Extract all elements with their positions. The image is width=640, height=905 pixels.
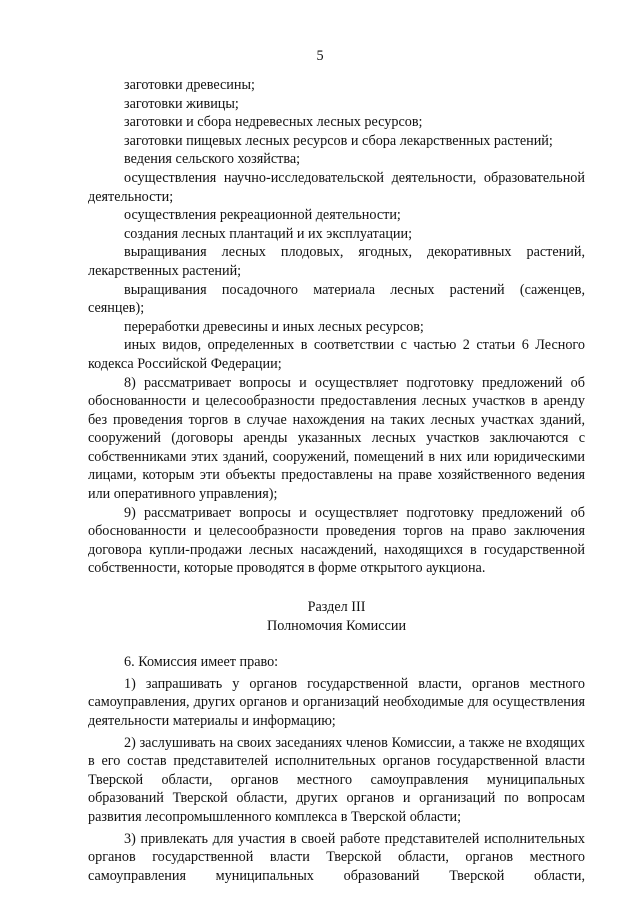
page-number: 5 — [316, 48, 324, 64]
clause-6: 6. Комиссия имеет право: — [124, 654, 279, 671]
list-item: заготовки пищевых лесных ресурсов и сбора лекарственных растений; — [124, 132, 553, 149]
list-item: заготовки живицы; — [124, 95, 239, 112]
document-body — [88, 76, 585, 885]
section-heading — [88, 598, 585, 635]
list-item: заготовки древесины; — [124, 77, 255, 93]
list-item: выращивания посадочного материала лесных растений (саженцев, сеянцев); — [88, 281, 585, 317]
right-item-1: 1) запрашивать у органов государственной власти, органов местного самоуправления, других органов и организаций необходимые для осуществления деятельности материалы и информацию; — [88, 675, 585, 729]
section-title: Полномочия Комиссии — [266, 617, 407, 634]
list-item: выращивания лесных плодовых, ягодных, декоративных растений, лекарственных растений; — [88, 244, 585, 279]
list-item: осуществления рекреационной деятельности; — [124, 207, 401, 224]
list-item: осуществления научно-исследовательской деятельности, образовательной деятельности; — [88, 169, 585, 205]
right-item-2: 2) заслушивать на своих заседаниях членов Комиссии, а также не входящих в его состав представителей исполнительных органов государственной власти Тверской области, органов местного самоуправления муниципальных образований Тверской области, других органов и организаций по вопросам развития лесопромышленного комплекса в Тверской области; — [88, 734, 585, 825]
paragraph-item-8: 8) рассматривает вопросы и осуществляет подготовку предложений об обоснованности и целесообразности предоставления лесных участков в аренду без проведения торгов в случае нахождения на таких лесных участках зданий, сооружений (договоры аренды указанных лесных участков заключаются с собственниками этих зданий, сооружений, помещений в них или юридическими лицами, которым эти объекты предоставлены на праве хозяйственного ведения или оперативного управления); — [88, 374, 585, 503]
section-number: Раздел III — [307, 599, 366, 616]
list-item: иных видов, определенных в соответствии с частью 2 статьи 6 Лесного кодекса Российской Федерации; — [88, 337, 585, 372]
list-item: заготовки и сбора недревесных лесных ресурсов; — [124, 114, 423, 131]
right-item-3: 3) привлекать для участия в своей работе представителей исполнительных органов государственной власти Тверской области, органов местного самоуправления муниципальных образований Тверской области, — [88, 830, 585, 884]
paragraph-item-9: 9) рассматривает вопросы и осуществляет подготовку предложений об обоснованности и целесообразности проведения торгов на право заключения договора купли-продажи лесных насаждений, находящихся в государственной собственности, которые проводятся в форме открытого аукциона. — [88, 504, 585, 577]
list-item: переработки древесины и иных лесных ресурсов; — [124, 318, 424, 335]
list-item: создания лесных плантаций и их эксплуатации; — [124, 225, 413, 242]
list-item: ведения сельского хозяйства; — [124, 151, 301, 168]
